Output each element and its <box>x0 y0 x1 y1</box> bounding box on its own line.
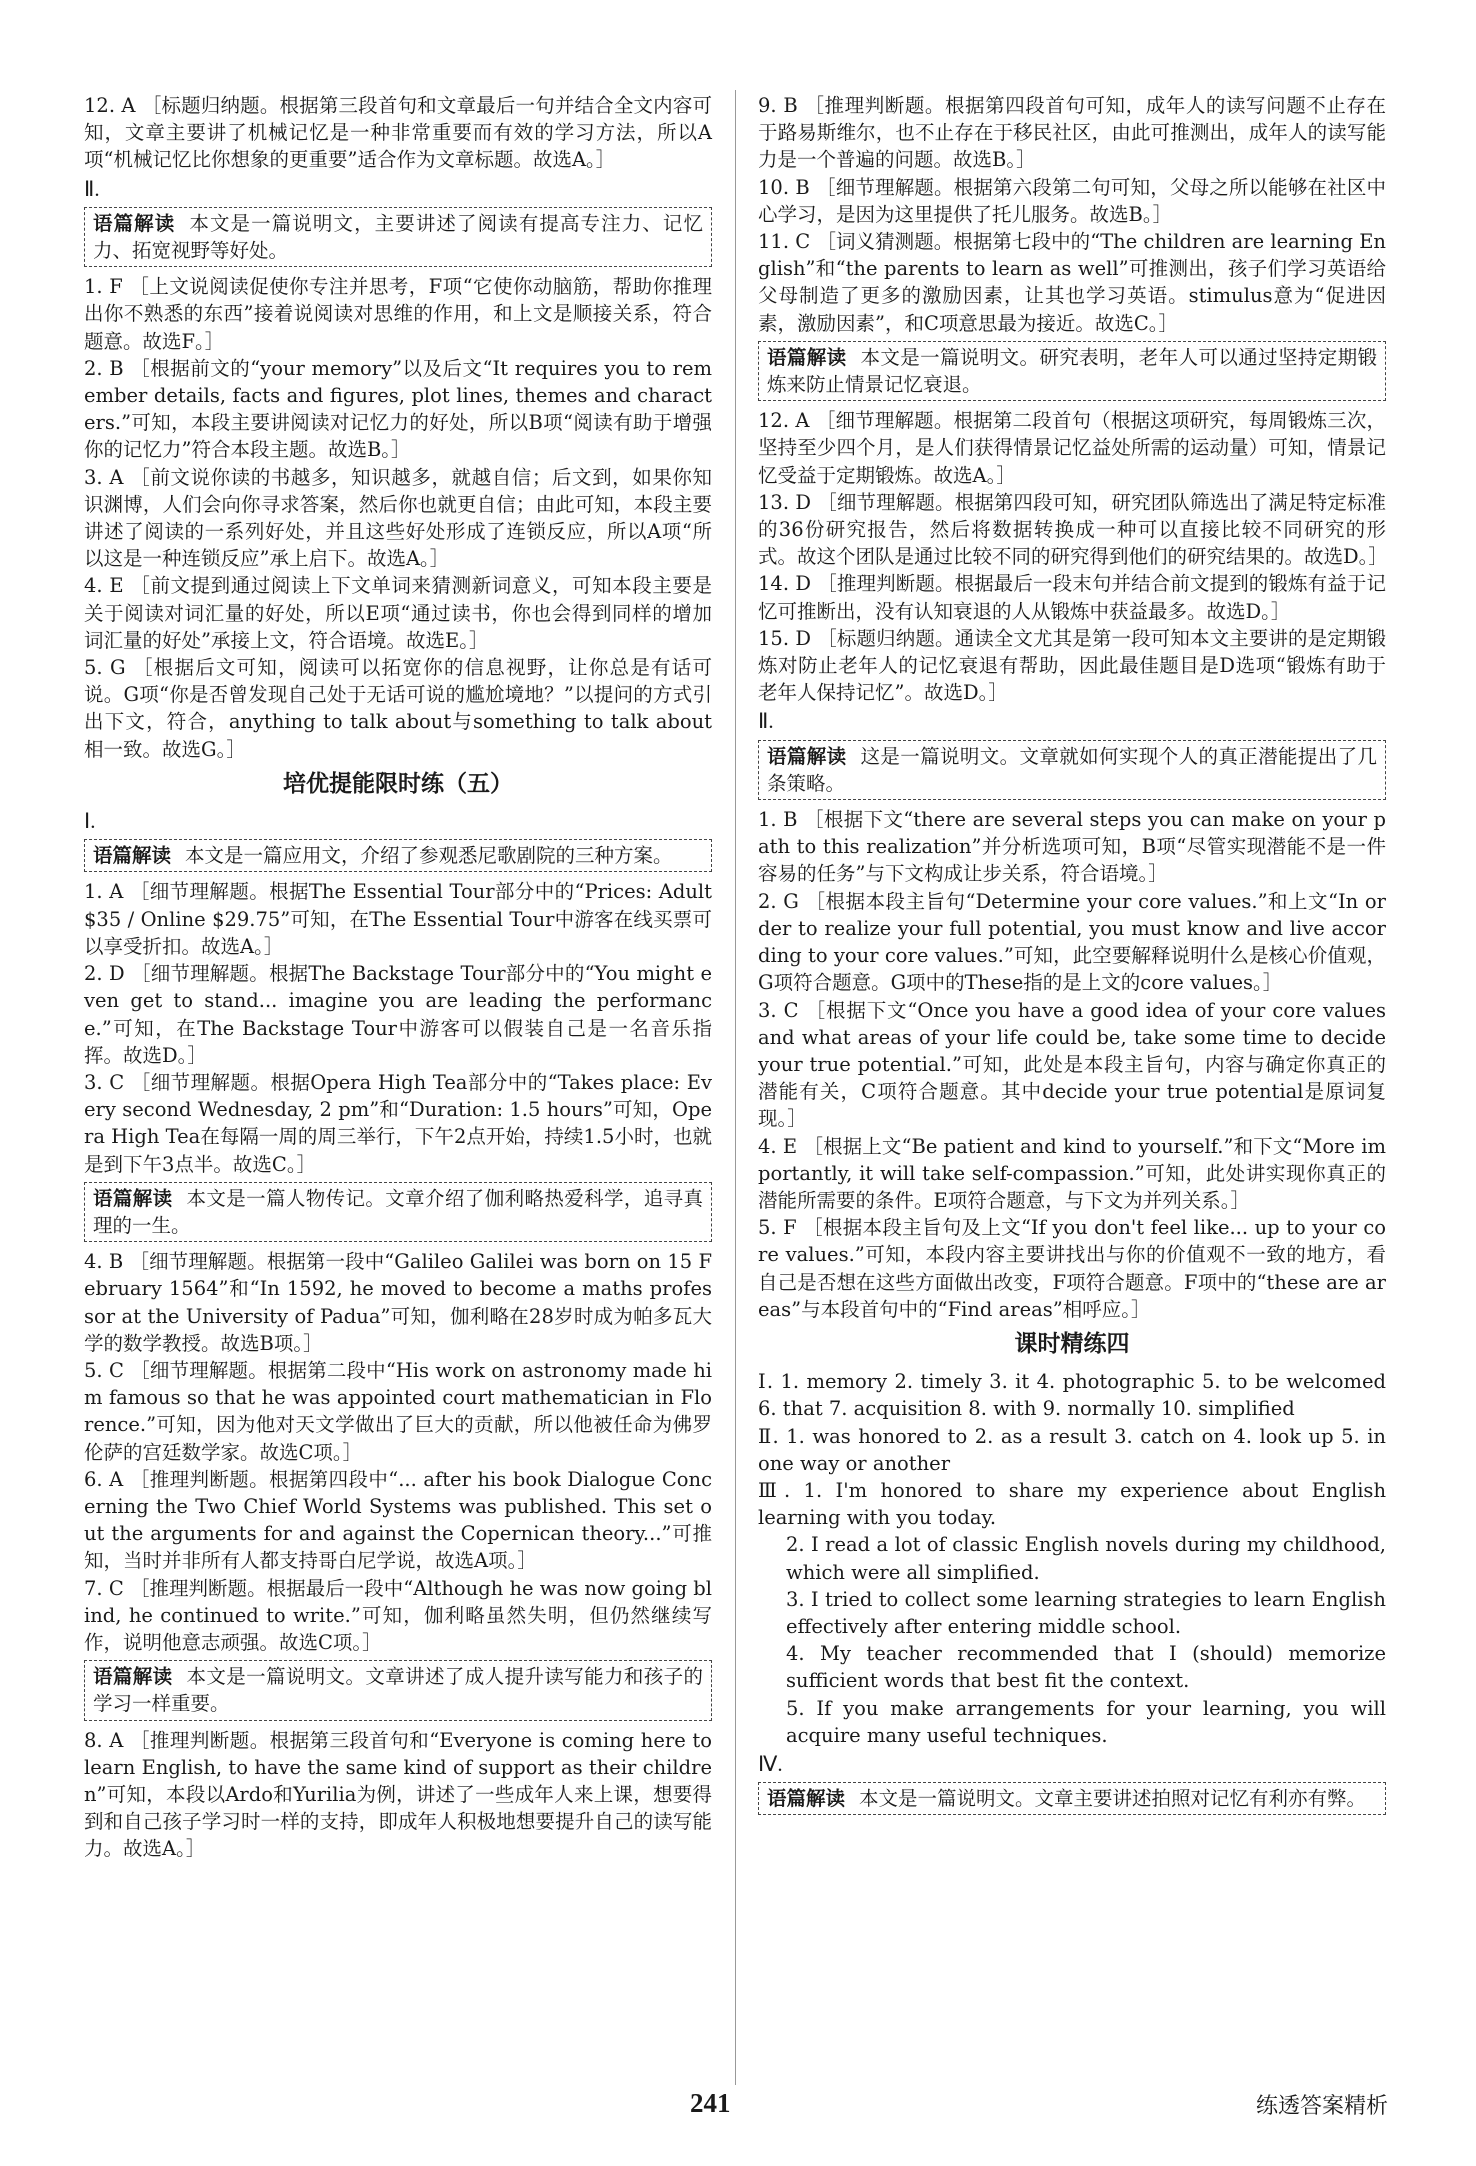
answer-item: 13. D ［细节理解题。根据第四段可知，研究团队筛选出了满足特定标准的36份研究报告，然后将数据转换成一种可以直接比较不同研究的形式。故这个团队是通过比较不同的研究得到他们的研究结果的。故选D。］ <box>758 490 1388 569</box>
section-numeral: Ⅰ. <box>84 809 96 834</box>
summary-text: 本文是一篇说明文。研究表明，老年人可以通过坚持定期锻炼来防止情景记忆衰退。 <box>767 345 1377 397</box>
translation-answer: 4. My teacher recommended that I (should) memorize sufficient words that best fit the context. <box>786 1642 1386 1693</box>
summary-label: 语篇解读 <box>767 345 847 369</box>
passage-summary-box <box>758 1782 1386 1815</box>
summary-label: 语篇解读 <box>93 844 172 868</box>
summary-text: 本文是一篇说明文。文章讲述了成人提升读写能力和孩子的学习一样重要。 <box>93 1665 703 1716</box>
answer-item: 4. E ［根据上文“Be patient and kind to yourself.”和下文“More importantly, it will take self-compassion.”可知，此处讲实现你真正的潜能所需要的条件。E项符合题意，与下文为并列关系。］ <box>758 1134 1386 1212</box>
answer-item: 10. B ［细节理解题。根据第六段第二句可知，父母之所以能够在社区中心学习，是因为这里提供了托儿服务。故选B。］ <box>758 175 1386 226</box>
passage-summary-box <box>758 341 1386 401</box>
summary-label: 语篇解读 <box>767 744 847 768</box>
answer-item: 3. C ［根据下文“Once you have a good idea of your core values and what areas of your life could be, take some time to decide your true potential.”可知，此处是本段主旨句，内容与确定你真正的潜能有关，C项符合题意。其中decide your true potential是原词复现。］ <box>758 998 1386 1131</box>
section-numeral: Ⅱ. <box>84 176 100 201</box>
answer-item: 8. A ［推理判断题。根据第三段首句和“Everyone is coming here to learn English, to have the same kind of support as their children”可知，本段以Ardo和Yurilia为例，讲述了一些成年人来上课，想要得到和自己孩子学习时一样的支持，即成年人积极地想要提升自己的读写能力。故选A。］ <box>84 1728 712 1861</box>
passage-summary-box <box>84 1660 712 1720</box>
answer-item: 5. G ［根据后文可知，阅读可以拓宽你的信息视野，让你总是有话可说。G项“你是否曾发现自己处于无话可说的尴尬境地？”以提问的方式引出下文，符合，anything to talk about与something to talk about相一致。故选G。］ <box>84 656 712 761</box>
exercise-line: Ⅲ. 1. I'm honored to share my experience about English learning with you today. <box>758 1478 1386 1530</box>
answer-item: 7. C ［推理判断题。根据最后一段中“Although he was now going blind, he continued to write.”可知，伽利略虽然失明，但仍然继续写作，说明他意志顽强。故选C项。］ <box>84 1576 712 1654</box>
page-number: 241 <box>690 2088 731 2118</box>
summary-label: 语篇解读 <box>767 1787 846 1811</box>
answer-item: 1. B ［根据下文“there are several steps you can make on your path to this realization”并分析选项可知，B项“尽管实现潜能不是一件容易的任务”与下文构成让步关系，符合语境。］ <box>758 808 1386 886</box>
passage-summary-box <box>84 839 712 872</box>
answer-item: 11. C ［词义猜测题。根据第七段中的“The children are learning English”和“the parents to learn as well”可推测出，孩子们学习英语给父母制造了更多的激励因素，让其也学习英语。stimulus意为“促进因素，激励因素”，和C项意思最为接近。故选C。］ <box>758 230 1386 335</box>
answer-item: 3. A ［前文说你读的书越多，知识越多，就越自信；后文到，如果你知识渊博，人们会向你寻求答案，然后你也就更自信；由此可知，本段主要讲述了阅读的一系列好处，并且这些好处形成了连锁反应，所以A项“所以这是一种连锁反应”承上启下。故选A。］ <box>84 465 712 571</box>
section-heading: 课时精练四 <box>1014 1330 1130 1357</box>
summary-text: 本文是一篇说明文。文章主要讲述拍照对记忆有利亦有弊。 <box>859 1787 1367 1811</box>
column-divider <box>735 90 736 2085</box>
answer-item: 2. B ［根据前文的“your memory”以及后文“It requires you to remember details, facts and figures, plot lines, themes and characters.”可知，本段主要讲阅读对记忆力的好处，所以B项“阅读有助于增强你的记忆力”符合本段主题。故选B。］ <box>84 356 712 462</box>
summary-label: 语篇解读 <box>93 1665 173 1689</box>
answer-item: 9. B ［推理判断题。根据第四段首句可知，成年人的读写问题不止存在于路易斯维尔，也不止存在于移民社区，由此可推测出，成年人的读写能力是一个普遍的问题。故选B。］ <box>758 94 1386 172</box>
answer-item: 1. F ［上文说阅读促使你专注并思考，F项“它使你动脑筋，帮助你推理出你不熟悉的东西”接着说阅读对思维的作用，和上文是顺接关系，符合题意。故选F。］ <box>84 275 712 353</box>
passage-summary-box <box>84 1182 712 1242</box>
translation-answer: 5. If you make arrangements for your learning, you will acquire many useful techniques. <box>786 1696 1386 1747</box>
section-heading: 培优提能限时练（五） <box>283 770 513 797</box>
right-column <box>758 92 1386 1821</box>
exercise-answers <box>758 1477 1386 1531</box>
exercise-line: Ⅰ. 1. memory 2. timely 3. it 4. photographic 5. to be welcomed 6. that 7. acquisition 8. with 9. normally 10. simplified <box>758 1370 1386 1421</box>
summary-text: 本文是一篇应用文，介绍了参观悉尼歌剧院的三种方案。 <box>185 844 673 868</box>
translation-answer: 2. I read a lot of classic English novels during my childhood, which were all simplified. <box>786 1533 1386 1584</box>
answer-item: 2. D ［细节理解题。根据The Backstage Tour部分中的“You might even get to stand... imagine you are leading the performance.”可知，在The Backstage Tour中游客可以假装自己是一名音乐指挥。故选D。］ <box>84 962 712 1067</box>
answer-item: 14. D ［推理判断题。根据最后一段末句并结合前文提到的锻炼有益于记忆可推断出，没有认知衰退的人从锻炼中获益最多。故选D。］ <box>758 572 1386 623</box>
answer-item: 3. C ［细节理解题。根据Opera High Tea部分中的“Takes place: Every second Wednesday, 2 pm”和“Duration: 1.5 hours”可知，Opera High Tea在每隔一周的周三举行，下午2点开始，持续1.5小时，也就是到下午3点半。故选C。］ <box>84 1070 712 1176</box>
summary-text: 本文是一篇说明文，主要讲述了阅读有提高专注力、记忆力、拓宽视野等好处。 <box>93 211 703 263</box>
passage-summary-box <box>84 207 712 267</box>
exercise-line: Ⅱ. 1. was honored to 2. as a result 3. catch on 4. look up 5. in one way or another <box>758 1424 1386 1475</box>
summary-text: 这是一篇说明文。文章就如何实现个人的真正潜能提出了几条策略。 <box>767 744 1377 795</box>
answer-item: 15. D ［标题归纳题。通读全文尤其是第一段可知本文主要讲的是定期锻炼对防止老年人的记忆衰退有帮助，因此最佳题目是D选项“锻炼有助于老年人保持记忆”。故选D。］ <box>758 626 1386 705</box>
left-column <box>84 92 712 1863</box>
answer-item: 2. G ［根据本段主旨句“Determine your core values.”和上文“In order to realize your full potential, you must know and live according to your core values.”可知，此空要解释说明什么是核心价值观，G项符合题意。G项中的These指的是上文的core values。］ <box>758 889 1386 995</box>
section-numeral: Ⅳ. <box>758 1751 783 1776</box>
answer-item: 6. A ［推理判断题。根据第四段中“... after his book Dialogue Concerning the Two Chief World Systems was published. This set out the arguments for and against the Copernican theory...”可推知，当时并非所有人都支持哥白尼学说，故选A项。］ <box>84 1467 712 1573</box>
answer-item: 12. A ［标题归纳题。根据第三段首句和文章最后一句并结合全文内容可知，文章主要讲了机械记忆是一种非常重要而有效的学习方法，所以A项“机械记忆比你想象的更重要”适合作为文章标题。故选A。］ <box>84 94 712 172</box>
answer-item: 5. C ［细节理解题。根据第二段中“His work on astronomy made him famous so that he was appointed court mathematician in Florence.”可知，因为他对天文学做出了巨大的贡献，所以他被任命为佛罗伦萨的宫廷数学家。故选C项。］ <box>84 1358 712 1464</box>
answer-item: 4. E ［前文提到通过阅读上下文单词来猜测新词意义，可知本段主要是关于阅读对词汇量的好处，所以E项“通过读书，你也会得到同样的增加词汇量的好处”承接上文，符合语境。故选E。］ <box>84 574 712 652</box>
exercise-answers <box>758 1368 1386 1422</box>
footer-label: 练透答案精析 <box>1255 2094 1388 2119</box>
summary-label: 语篇解读 <box>93 1186 173 1210</box>
answer-item: 5. F ［根据本段主旨句及上文“If you don't feel like... up to your core values.”可知，本段内容主要讲找出与你的价值观不一致的地方，看自己是否想在这些方面做出改变，F项符合题意。F项中的“these are areas”与本段首句中的“Find areas”相呼应。］ <box>758 1216 1386 1321</box>
passage-summary-box <box>758 740 1386 800</box>
summary-text: 本文是一篇人物传记。文章介绍了伽利略热爱科学，追寻真理的一生。 <box>93 1186 703 1237</box>
answer-item: 12. A ［细节理解题。根据第二段首句（根据这项研究，每周锻炼三次，坚持至少四个月，是人们获得情景记忆益处所需的运动量）可知，情景记忆受益于定期锻炼。故选A。］ <box>758 409 1386 487</box>
summary-label: 语篇解读 <box>93 211 176 235</box>
answer-item: 1. A ［细节理解题。根据The Essential Tour部分中的“Prices: Adult $35 / Online $29.75”可知，在The Essential Tour中游客在线买票可以享受折扣。故选A。］ <box>84 880 712 958</box>
exercise-answers <box>758 1423 1386 1477</box>
translation-answer: 3. I tried to collect some learning strategies to learn English effectively after entering middle school. <box>786 1587 1386 1638</box>
answer-item: 4. B ［细节理解题。根据第一段中“Galileo Galilei was born on 15 February 1564”和“In 1592, he moved to become a maths professor at the University of Padua”可知，伽利略在28岁时成为帕多瓦大学的数学教授。故选B项。］ <box>84 1250 712 1355</box>
section-numeral: Ⅱ. <box>758 709 774 734</box>
